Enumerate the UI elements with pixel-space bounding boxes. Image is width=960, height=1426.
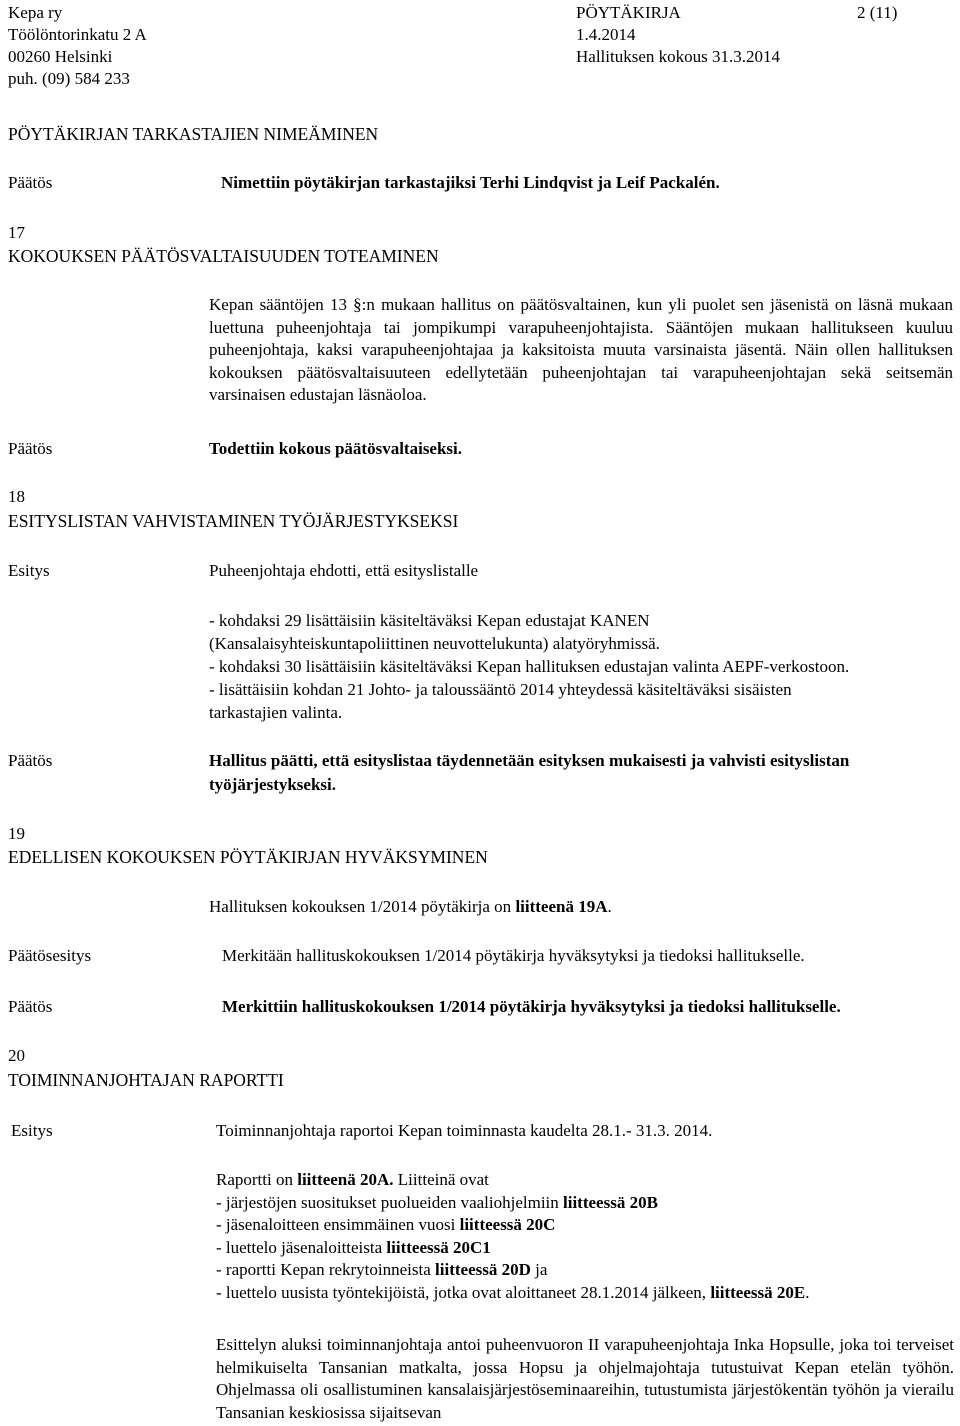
section-19-decision-label: Päätös	[8, 997, 53, 1016]
list-item: - luettelo jäsenaloitteista liitteessä 20C1	[216, 1237, 491, 1257]
page-number: 2 (11)	[857, 3, 898, 22]
meeting-name: Hallituksen kokous 31.3.2014	[576, 47, 780, 66]
section-16-title: PÖYTÄKIRJAN TARKASTAJIEN NIMEÄMINEN	[8, 124, 379, 144]
doc-type: PÖYTÄKIRJA	[576, 3, 681, 22]
list-item: - lisättäisiin kohdan 21 Johto- ja taloussääntö 2014 yhteydessä käsiteltäväksi sisäisten	[209, 680, 792, 699]
section-20-title: TOIMINNANJOHTAJAN RAPORTTI	[8, 1070, 284, 1090]
list-item: - järjestöjen suositukset puolueiden vaaliohjelmiin liitteessä 20B	[216, 1192, 658, 1212]
attachment-ref: liitteenä 19A	[515, 897, 608, 916]
report-line: Raportti on liitteenä 20A. Liitteinä ovat	[216, 1170, 489, 1189]
list-item: tarkastajien valinta.	[209, 703, 343, 722]
section-17-decision: Todettiin kokous päätösvaltaiseksi.	[209, 439, 463, 458]
section-17-title: KOKOUKSEN PÄÄTÖSVALTAISUUDEN TOTEAMINEN	[8, 246, 439, 266]
org-phone: puh. (09) 584 233	[8, 69, 130, 88]
section-19-proposal: Merkitään hallituskokouksen 1/2014 pöytäkirja hyväksytyksi ja tiedoksi hallitukselle.	[222, 946, 805, 965]
section-20-number: 20	[8, 1046, 25, 1065]
list-item: - kohdaksi 30 lisättäisiin käsiteltäväksi Kepan hallituksen edustajan valinta AEPF-verkostoon.	[209, 657, 850, 676]
list-item: - raportti Kepan rekrytoinneista liitteessä 20D ja	[216, 1260, 548, 1279]
section-18-proposal-items	[209, 609, 849, 724]
section-18-decision-line1: Hallitus päätti, että esityslistaa täydennetään esityksen mukaisesti ja vahvisti esityslistan	[209, 751, 850, 770]
section-18-title: ESITYSLISTAN VAHVISTAMINEN TYÖJÄRJESTYKSEKSI	[8, 511, 459, 531]
section-20-attachments	[216, 1169, 809, 1304]
section-19-number: 19	[8, 824, 25, 843]
section-16-label: Päätös	[8, 173, 53, 192]
doc-date: 1.4.2014	[576, 25, 636, 44]
section-18-proposal-label: Esitys	[8, 561, 50, 580]
list-item: - jäsenaloitteen ensimmäinen vuosi liitteessä 20C	[216, 1215, 556, 1234]
section-18-proposal: Puheenjohtaja ehdotti, että esityslistalle	[209, 561, 479, 580]
section-20-proposal-label: Esitys	[11, 1121, 53, 1140]
section-18-decision-label: Päätös	[8, 751, 53, 770]
org-postal: 00260 Helsinki	[8, 47, 113, 66]
section-19-decision: Merkittiin hallituskokouksen 1/2014 pöytäkirja hyväksytyksi ja tiedoksi hallitukselle.	[222, 997, 841, 1016]
section-17-number: 17	[8, 223, 25, 242]
section-19-proposal-label: Päätösesitys	[8, 946, 92, 965]
org-name: Kepa ry	[8, 3, 63, 22]
section-20-proposal: Toiminnanjohtaja raportoi Kepan toiminnasta kaudelta 28.1.- 31.3. 2014.	[216, 1121, 713, 1140]
org-street: Töölöntorinkatu 2 A	[8, 25, 147, 44]
list-item: - kohdaksi 29 lisättäisiin käsiteltäväksi Kepan edustajat KANEN	[209, 611, 650, 630]
section-19-title: EDELLISEN KOKOUKSEN PÖYTÄKIRJAN HYVÄKSYMINEN	[8, 847, 488, 867]
section-17-label: Päätös	[8, 439, 53, 458]
section-18-decision-line2: työjärjestykseksi.	[209, 775, 337, 794]
section-20-closing: Esittelyn aluksi toiminnanjohtaja antoi puheenvuoron II varapuheenjohtaja Inka Hopsulle, joka toi terveiset helmikuiselta Tansanian matkalta, jossa Hopsu ja ohjelmajohtaja tutustuivat Kepan etelän työhön. Ohjelmassa oli osallistuminen kansalaisjärjestöseminaareihin, tutustumista järjestökentän työhön ja vierailu Tansanian keskiosissa sijaitsevan	[216, 1335, 954, 1422]
list-item: - luettelo uusista työntekijöistä, jotka ovat aloittaneet 28.1.2014 jälkeen, liitteessä 20E.	[216, 1282, 810, 1302]
section-18-number: 18	[8, 487, 25, 506]
section-16-decision: Nimettiin pöytäkirjan tarkastajiksi Terhi Lindqvist ja Leif Packalén.	[221, 173, 720, 192]
section-17-body: Kepan sääntöjen 13 §:n mukaan hallitus on päätösvaltainen, kun yli puolet sen jäsenistä on läsnä mukaan luettuna puheenjohtaja tai jompikumpi varapuheenjohtajista. Sääntöjen mukaan hallitukseen kuuluu puheenjohtaja, kaksi varapuheenjohtajaa ja kaksitoista muuta varsinaista jäsentä. Näin ollen hallituksen kokouksen päätösvaltaisuuteen edellytetään puheenjohtajan tai varapuheenjohtajan sekä seitsemän varsinaisen edustajan läsnäoloa.	[209, 295, 953, 404]
list-item: (Kansalaisyhteiskuntapoliittinen neuvottelukunta) alatyöryhmissä.	[209, 634, 660, 653]
section-19-intro: Hallituksen kokouksen 1/2014 pöytäkirja on liitteenä 19A.	[209, 897, 612, 916]
